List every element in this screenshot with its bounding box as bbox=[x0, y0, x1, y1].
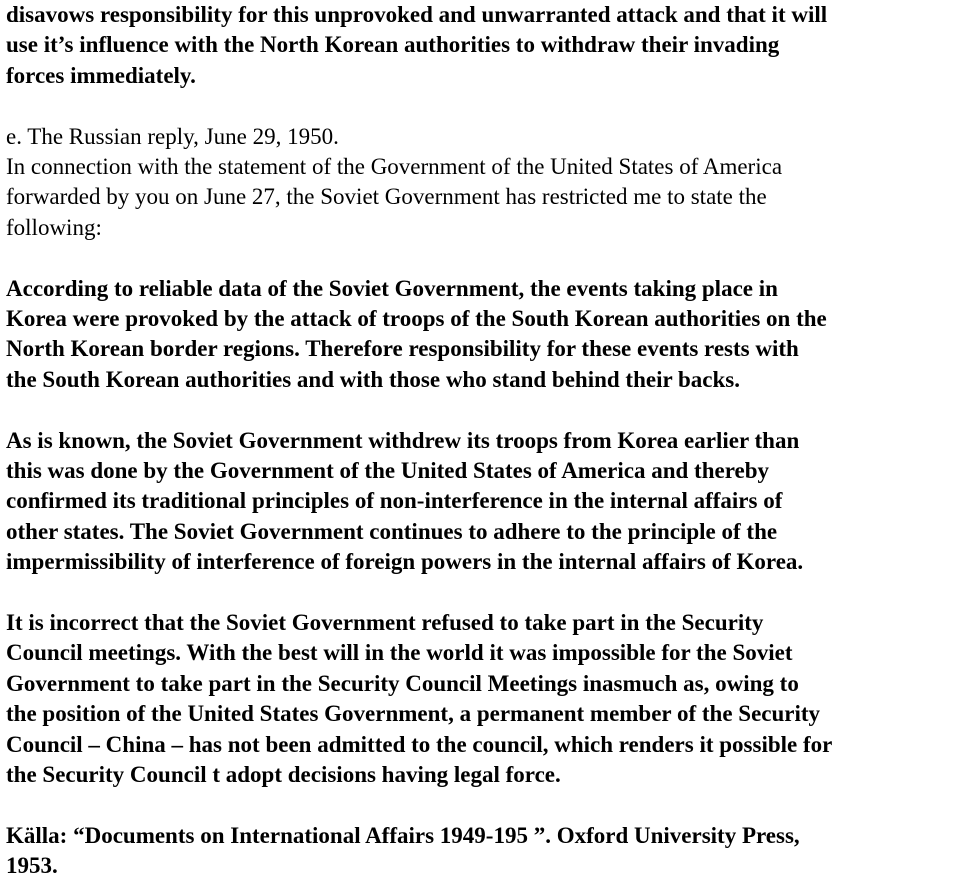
source-citation bbox=[6, 821, 960, 882]
text-line: Government to take part in the Security Council Meetings inasmuch as, owing to bbox=[6, 670, 799, 696]
text-line: Källa: “Documents on International Affairs 1949-195 ”. Oxford University Press, bbox=[6, 822, 800, 848]
text-line: confirmed its traditional principles of non-interference in the internal affairs of bbox=[6, 488, 783, 514]
text-line: North Korean border regions. Therefore responsibility for these events rests with bbox=[6, 336, 799, 362]
text-line: As is known, the Soviet Government withdrew its troops from Korea earlier than bbox=[6, 427, 800, 453]
text-line: It is incorrect that the Soviet Government refused to take part in the Security bbox=[6, 610, 764, 636]
text-line: this was done by the Government of the United States of America and thereby bbox=[6, 458, 770, 484]
text-line: 1953. bbox=[6, 853, 58, 879]
text-line: According to reliable data of the Soviet Government, the events taking place in bbox=[6, 275, 778, 301]
text-line: other states. The Soviet Government continues to adhere to the principle of the bbox=[6, 518, 778, 544]
text-line: forces immediately. bbox=[6, 62, 196, 88]
text-line: Council meetings. With the best will in the world it was impossible for the Soviet bbox=[6, 640, 793, 666]
text-line: use it’s influence with the North Korean authorities to withdraw their invading bbox=[6, 32, 780, 58]
document-page bbox=[6, 0, 960, 882]
text-line: Council – China – has not been admitted to the council, which renders it possible for bbox=[6, 731, 833, 757]
text-line: disavows responsibility for this unprovoked and unwarranted attack and that it will bbox=[6, 2, 828, 27]
paragraph-troop-withdrawal bbox=[6, 426, 960, 578]
intro-paragraph bbox=[6, 0, 960, 91]
text-line: the South Korean authorities and with those who stand behind their backs. bbox=[6, 366, 741, 392]
text-line: impermissibility of interference of foreign powers in the internal affairs of Korea. bbox=[6, 549, 804, 575]
text-line: following: bbox=[6, 214, 102, 240]
paragraph-security-council bbox=[6, 608, 960, 790]
text-line: Korea were provoked by the attack of troops of the South Korean authorities on the bbox=[6, 306, 827, 332]
text-line: the Security Council t adopt decisions having legal force. bbox=[6, 762, 561, 788]
text-line: In connection with the statement of the Government of the United States of America bbox=[6, 154, 783, 180]
section-heading bbox=[6, 122, 960, 152]
text-line: forwarded by you on June 27, the Soviet Government has restricted me to state the bbox=[6, 184, 767, 210]
text-line: the position of the United States Government, a permanent member of the Security bbox=[6, 701, 821, 727]
section-heading-text: e. The Russian reply, June 29, 1950. bbox=[6, 123, 339, 149]
opening-paragraph bbox=[6, 152, 960, 243]
paragraph-reliable-data bbox=[6, 274, 960, 396]
